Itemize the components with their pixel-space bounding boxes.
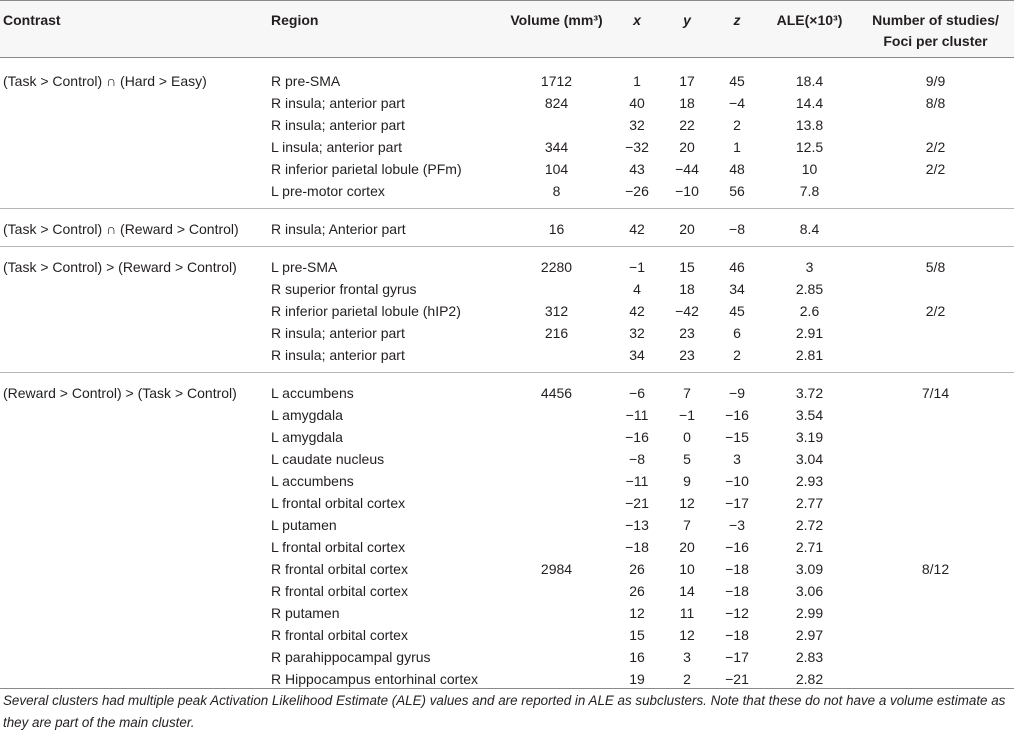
z-cell: 3	[733, 451, 741, 467]
region-cell: L frontal orbital cortex	[271, 495, 406, 511]
ale-cell: 10	[801, 161, 818, 177]
table-footnote: Several clusters had multiple peak Activation Likelihood Estimate (ALE) values and are reported in ALE as subclusters. Note that these do not have a volume estimate as they are part of the main cluster.	[3, 693, 1006, 730]
foci-cell	[857, 344, 1014, 373]
table-row	[0, 373, 1014, 405]
x-cell: −6	[629, 385, 645, 401]
volume-cell	[501, 114, 612, 136]
foci-cell	[857, 322, 1014, 344]
ale-cell: 2.83	[795, 649, 824, 665]
y-cell: −44	[675, 161, 699, 177]
volume-cell	[501, 344, 612, 373]
foci-cell	[857, 536, 1014, 558]
z-cell: −9	[729, 385, 745, 401]
foci-cell: 8/12	[921, 561, 950, 577]
volume-cell	[501, 580, 612, 602]
bottom-rule	[0, 688, 1014, 689]
region-cell: L accumbens	[271, 385, 354, 401]
contrast-cell: (Task > Control) ∩ (Reward > Control)	[0, 209, 268, 247]
x-cell: 32	[629, 117, 645, 133]
ale-cell: 3.72	[795, 385, 824, 401]
region-cell: R insula; anterior part	[271, 325, 405, 341]
z-cell: −17	[725, 495, 749, 511]
foci-cell	[857, 448, 1014, 470]
y-cell: 17	[679, 73, 695, 89]
ale-cell: 3.04	[795, 451, 824, 467]
y-cell: 7	[683, 385, 691, 401]
y-cell: 5	[683, 451, 691, 467]
y-cell: 0	[683, 429, 691, 445]
volume-cell	[501, 278, 612, 300]
header-contrast: Contrast	[0, 1, 268, 58]
table-row	[0, 114, 1014, 136]
z-cell: 46	[729, 259, 745, 275]
foci-cell	[857, 580, 1014, 602]
table-row	[0, 602, 1014, 624]
volume-cell: 104	[544, 161, 569, 177]
z-cell: −8	[712, 209, 762, 247]
foci-cell	[857, 180, 1014, 209]
x-cell: −21	[625, 495, 649, 511]
z-cell: −16	[725, 539, 749, 555]
header-ale: ALE(×10³)	[762, 1, 857, 58]
foci-cell	[857, 646, 1014, 668]
contrast-cell: (Reward > Control) > (Task > Control)	[3, 385, 237, 401]
ale-cell: 2.97	[795, 627, 824, 643]
contrast-cell-empty	[0, 404, 268, 426]
foci-cell: 5/8	[925, 259, 946, 275]
z-cell: −3	[729, 517, 745, 533]
z-cell: −18	[725, 627, 749, 643]
contrast-cell-empty	[0, 114, 268, 136]
foci-cell	[857, 470, 1014, 492]
x-cell: 42	[629, 303, 645, 319]
region-cell: R parahippocampal gyrus	[271, 649, 431, 665]
foci-cell	[857, 426, 1014, 448]
y-cell: −1	[679, 407, 695, 423]
x-cell: 12	[629, 605, 645, 621]
x-cell: −18	[625, 539, 649, 555]
y-cell: 7	[683, 517, 691, 533]
ale-cell: 2.6	[799, 303, 820, 319]
table-row	[0, 580, 1014, 602]
volume-cell	[501, 624, 612, 646]
table-row	[0, 300, 1014, 322]
contrast-cell: (Task > Control) > (Reward > Control)	[3, 259, 237, 275]
header-z: z	[712, 1, 762, 58]
volume-cell: 16	[501, 209, 612, 247]
contrast-cell-empty	[0, 448, 268, 470]
y-cell: 2	[683, 671, 691, 687]
volume-cell	[501, 602, 612, 624]
z-cell: 56	[712, 180, 762, 209]
region-cell: R Hippocampus entorhinal cortex	[271, 671, 478, 687]
region-cell: R superior frontal gyrus	[271, 281, 417, 297]
header-num-line1: Number of studies/	[872, 12, 999, 28]
x-cell: 32	[629, 325, 645, 341]
header-region: Region	[268, 1, 501, 58]
volume-cell: 1712	[540, 73, 573, 89]
region-cell: R frontal orbital cortex	[271, 583, 408, 599]
x-cell: −1	[629, 259, 645, 275]
region-cell: R inferior parietal lobule (hIP2)	[271, 303, 461, 319]
z-cell: 45	[729, 73, 745, 89]
x-cell: 42	[612, 209, 662, 247]
z-cell: 48	[729, 161, 745, 177]
ale-cell: 2.99	[795, 605, 824, 621]
y-cell: 20	[679, 139, 695, 155]
contrast-cell-empty	[0, 278, 268, 300]
table-row	[0, 426, 1014, 448]
x-cell: −8	[629, 451, 645, 467]
y-cell: 10	[679, 561, 695, 577]
region-cell: L amygdala	[271, 407, 343, 423]
contrast-cell-empty	[0, 580, 268, 602]
volume-cell	[501, 536, 612, 558]
volume-cell: 2280	[540, 259, 573, 275]
table-row	[0, 646, 1014, 668]
x-cell: 15	[629, 627, 645, 643]
contrast-cell-empty	[0, 536, 268, 558]
table-row	[0, 404, 1014, 426]
z-cell: 2	[733, 117, 741, 133]
foci-cell: 8/8	[925, 95, 946, 111]
ale-cell: 3	[805, 259, 814, 275]
y-cell: 12	[679, 627, 695, 643]
volume-cell: 216	[544, 325, 569, 341]
contrast-cell-empty	[0, 180, 268, 209]
contrast-cell-empty	[0, 344, 268, 373]
x-cell: −13	[625, 517, 649, 533]
y-cell: 20	[679, 539, 695, 555]
z-cell: −10	[725, 473, 749, 489]
region-cell: R insula; Anterior part	[268, 209, 501, 247]
ale-cell: 2.85	[795, 281, 824, 297]
y-cell: 23	[679, 325, 695, 341]
table-row	[0, 322, 1014, 344]
table-row	[0, 470, 1014, 492]
volume-cell	[501, 646, 612, 668]
z-cell: −15	[725, 429, 749, 445]
x-cell: 19	[629, 671, 645, 687]
x-cell: 26	[629, 583, 645, 599]
foci-cell	[857, 114, 1014, 136]
z-cell: −17	[725, 649, 749, 665]
ale-cell: 12.5	[795, 139, 824, 155]
z-cell: −21	[725, 671, 749, 687]
y-cell: 9	[683, 473, 691, 489]
foci-cell	[857, 492, 1014, 514]
y-cell: −10	[662, 180, 712, 209]
table-header	[0, 1, 1014, 58]
region-cell: R insula; anterior part	[268, 344, 501, 373]
ale-cell: 2.72	[795, 517, 824, 533]
contrast-cell-empty	[0, 300, 268, 322]
table-row	[0, 448, 1014, 470]
foci-cell: 2/2	[925, 303, 946, 319]
table-row	[0, 158, 1014, 180]
ale-cell: 14.4	[795, 95, 824, 111]
ale-cell: 3.06	[795, 583, 824, 599]
ale-cell: 2.71	[795, 539, 824, 555]
header-y: y	[662, 1, 712, 58]
table-row	[0, 278, 1014, 300]
foci-cell: 2/2	[925, 161, 946, 177]
y-cell: 11	[679, 605, 695, 621]
contrast-cell-empty	[0, 470, 268, 492]
contrast-cell-empty	[0, 602, 268, 624]
foci-cell: 2/2	[925, 139, 946, 155]
foci-cell	[857, 209, 1014, 247]
ale-cell: 2.82	[795, 671, 824, 687]
x-cell: 26	[629, 561, 645, 577]
y-cell: 15	[679, 259, 695, 275]
volume-cell	[501, 426, 612, 448]
x-cell: 1	[633, 73, 641, 89]
x-cell: 4	[633, 281, 641, 297]
z-cell: 6	[733, 325, 741, 341]
foci-cell	[857, 624, 1014, 646]
table-row	[0, 492, 1014, 514]
table-row	[0, 58, 1014, 93]
contrast-cell: (Task > Control) ∩ (Hard > Easy)	[3, 73, 207, 89]
contrast-cell-empty	[0, 514, 268, 536]
y-cell: 3	[683, 649, 691, 665]
table-row	[0, 514, 1014, 536]
table-row	[0, 92, 1014, 114]
foci-cell: 7/14	[921, 385, 950, 401]
y-cell: 12	[679, 495, 695, 511]
y-cell: 18	[679, 95, 695, 111]
ale-cell: 2.91	[795, 325, 824, 341]
ale-cell: 2.81	[762, 344, 857, 373]
ale-cell: 3.54	[795, 407, 824, 423]
ale-cell: 18.4	[795, 73, 824, 89]
region-cell: L caudate nucleus	[271, 451, 385, 467]
x-cell: −11	[625, 407, 649, 423]
table-row	[0, 180, 1014, 209]
region-cell: R putamen	[271, 605, 340, 621]
z-cell: 2	[712, 344, 762, 373]
contrast-cell-empty	[0, 624, 268, 646]
volume-cell: 8	[501, 180, 612, 209]
z-cell: −12	[725, 605, 749, 621]
region-cell: R pre-SMA	[271, 73, 341, 89]
z-cell: −18	[725, 561, 749, 577]
x-cell: 16	[629, 649, 645, 665]
z-cell: −18	[725, 583, 749, 599]
ale-cell: 3.19	[795, 429, 824, 445]
foci-cell	[857, 278, 1014, 300]
header-number-of-studies	[857, 1, 1014, 58]
region-cell: R inferior parietal lobule (PFm)	[271, 161, 462, 177]
ale-cell: 3.09	[795, 561, 824, 577]
ale-cell: 2.77	[795, 495, 824, 511]
table-body	[0, 58, 1014, 697]
region-cell: L pre-SMA	[271, 259, 338, 275]
table-row	[0, 624, 1014, 646]
z-cell: 1	[733, 139, 741, 155]
z-cell: −4	[729, 95, 745, 111]
y-cell: 23	[662, 344, 712, 373]
table-row	[0, 209, 1014, 247]
contrast-cell-empty	[0, 92, 268, 114]
x-cell: −26	[612, 180, 662, 209]
region-cell: R insula; anterior part	[271, 117, 405, 133]
foci-cell	[857, 602, 1014, 624]
ale-cell: 7.8	[762, 180, 857, 209]
contrast-cell-empty	[0, 646, 268, 668]
region-cell: L amygdala	[271, 429, 343, 445]
volume-cell	[501, 470, 612, 492]
table-row	[0, 536, 1014, 558]
foci-cell	[857, 404, 1014, 426]
foci-cell: 9/9	[925, 73, 946, 89]
volume-cell: 4456	[540, 385, 573, 401]
ale-cell: 8.4	[762, 209, 857, 247]
foci-cell	[857, 514, 1014, 536]
volume-cell: 312	[544, 303, 569, 319]
contrast-cell-empty	[0, 136, 268, 158]
region-cell: L insula; anterior part	[271, 139, 402, 155]
table-row	[0, 247, 1014, 279]
volume-cell: 344	[544, 139, 569, 155]
y-cell: 20	[662, 209, 712, 247]
header-volume: Volume (mm³)	[501, 1, 612, 58]
table-row	[0, 344, 1014, 373]
volume-cell	[501, 514, 612, 536]
region-cell: R frontal orbital cortex	[271, 561, 408, 577]
x-cell: 34	[612, 344, 662, 373]
contrast-cell-empty	[0, 492, 268, 514]
volume-cell	[501, 404, 612, 426]
contrast-cell-empty	[0, 558, 268, 580]
volume-cell	[501, 448, 612, 470]
z-cell: −16	[725, 407, 749, 423]
x-cell: −11	[625, 473, 649, 489]
contrast-cell-empty	[0, 426, 268, 448]
volume-cell: 2984	[540, 561, 573, 577]
y-cell: 18	[679, 281, 695, 297]
y-cell: 14	[679, 583, 695, 599]
region-cell: L pre-motor cortex	[268, 180, 501, 209]
region-cell: L accumbens	[271, 473, 354, 489]
table-row	[0, 136, 1014, 158]
table-row	[0, 558, 1014, 580]
ale-cell: 2.93	[795, 473, 824, 489]
x-cell: 43	[629, 161, 645, 177]
region-cell: L putamen	[271, 517, 337, 533]
volume-cell	[501, 492, 612, 514]
x-cell: −16	[625, 429, 649, 445]
region-cell: L frontal orbital cortex	[271, 539, 406, 555]
z-cell: 45	[729, 303, 745, 319]
contrast-cell-empty	[0, 158, 268, 180]
y-cell: −42	[675, 303, 699, 319]
x-cell: 40	[629, 95, 645, 111]
x-cell: −32	[625, 139, 649, 155]
header-x: x	[612, 1, 662, 58]
volume-cell: 824	[544, 95, 569, 111]
ale-cell: 13.8	[795, 117, 824, 133]
region-cell: R insula; anterior part	[271, 95, 405, 111]
y-cell: 22	[679, 117, 695, 133]
region-cell: R frontal orbital cortex	[271, 627, 408, 643]
header-num-line2: Foci per cluster	[883, 33, 988, 49]
z-cell: 34	[729, 281, 745, 297]
contrast-cell-empty	[0, 322, 268, 344]
